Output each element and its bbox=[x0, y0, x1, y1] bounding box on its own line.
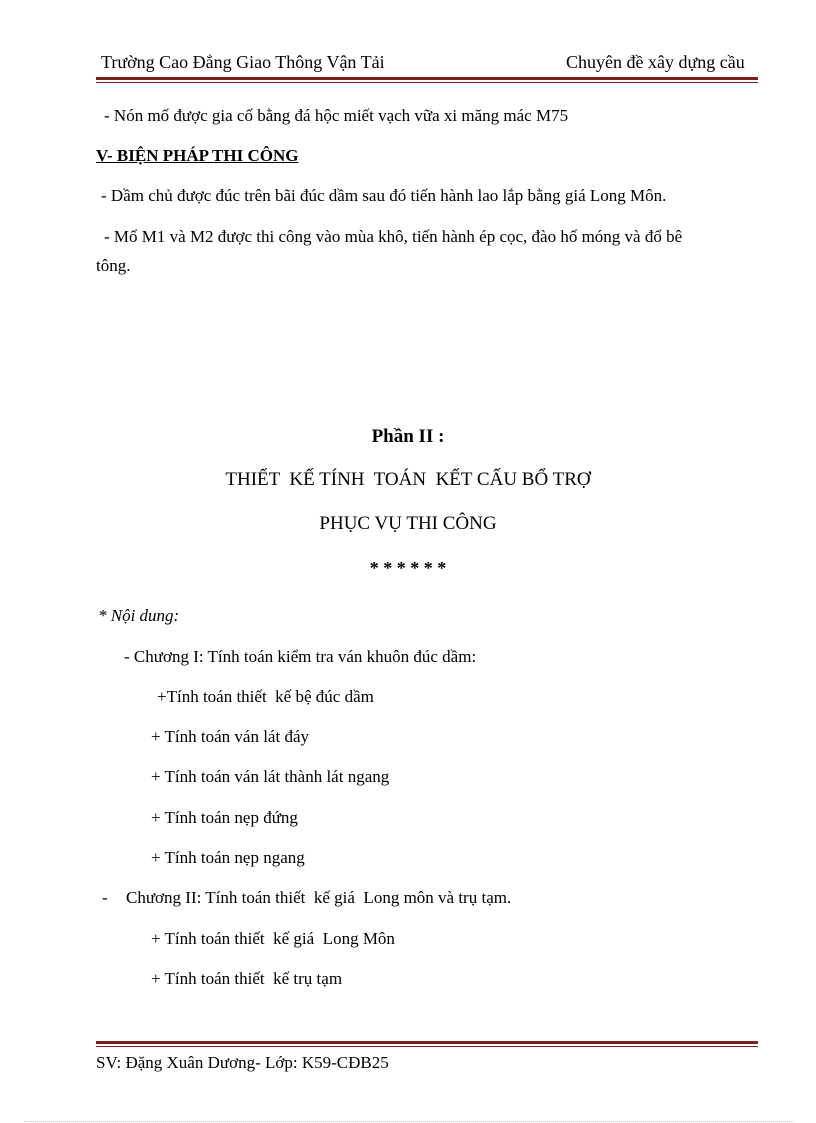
part-subtitle-1: THIẾT KẾ TÍNH TOÁN KẾT CẤU BỔ TRỢ bbox=[225, 469, 591, 490]
chapter-2: Chương II: Tính toán thiết kế giá Long môn và trụ tạm. bbox=[126, 888, 512, 907]
chapter-1: - Chương I: Tính toán kiểm tra ván khuôn đúc dầm: bbox=[124, 647, 477, 666]
footer-text: SV: Đặng Xuân Dương- Lớp: K59-CĐB25 bbox=[96, 1053, 389, 1072]
body-para-1: - Dầm chủ được đúc trên bãi đúc dầm sau đó tiến hành lao lắp bằng giá Long Môn. bbox=[101, 186, 667, 205]
chapter-1-item: + Tính toán ván lát thành lát ngang bbox=[151, 767, 390, 786]
footer-rule bbox=[96, 1041, 758, 1047]
part-title: Phần II : bbox=[371, 426, 445, 447]
chapter-2-item: + Tính toán thiết kế trụ tạm bbox=[151, 969, 343, 988]
content-label: * Nội dung: bbox=[98, 606, 180, 625]
header-left: Trường Cao Đẳng Giao Thông Vận Tải bbox=[101, 52, 385, 72]
chapter-1-item: + Tính toán nẹp đứng bbox=[151, 808, 298, 827]
part-stars: * * * * * * bbox=[369, 558, 447, 578]
header-rule bbox=[96, 77, 758, 83]
section-heading: V- BIỆN PHÁP THI CÔNG bbox=[96, 146, 299, 165]
chapter-2-dash: - bbox=[102, 888, 108, 907]
body-para-2-line-1: - Mố M1 và M2 được thi công vào mùa khô, tiến hành ép cọc, đào hố móng và đổ bê bbox=[104, 227, 683, 246]
body-para-2-line-2: tông. bbox=[96, 256, 131, 275]
chapter-1-item: + Tính toán ván lát đáy bbox=[151, 727, 309, 746]
body-line-1: - Nón mố được gia cố bằng đá hộc miết vạch vữa xi măng mác M75 bbox=[104, 106, 569, 125]
part-subtitle-2: PHỤC VỤ THI CÔNG bbox=[319, 513, 497, 534]
chapter-2-item: + Tính toán thiết kế giá Long Môn bbox=[151, 929, 395, 948]
chapter-1-item: + Tính toán nẹp ngang bbox=[151, 848, 305, 867]
page-bottom-border bbox=[24, 1121, 794, 1122]
header-right: Chuyên đề xây dựng cầu bbox=[566, 52, 745, 72]
chapter-1-item: +Tính toán thiết kế bệ đúc dầm bbox=[157, 687, 374, 706]
